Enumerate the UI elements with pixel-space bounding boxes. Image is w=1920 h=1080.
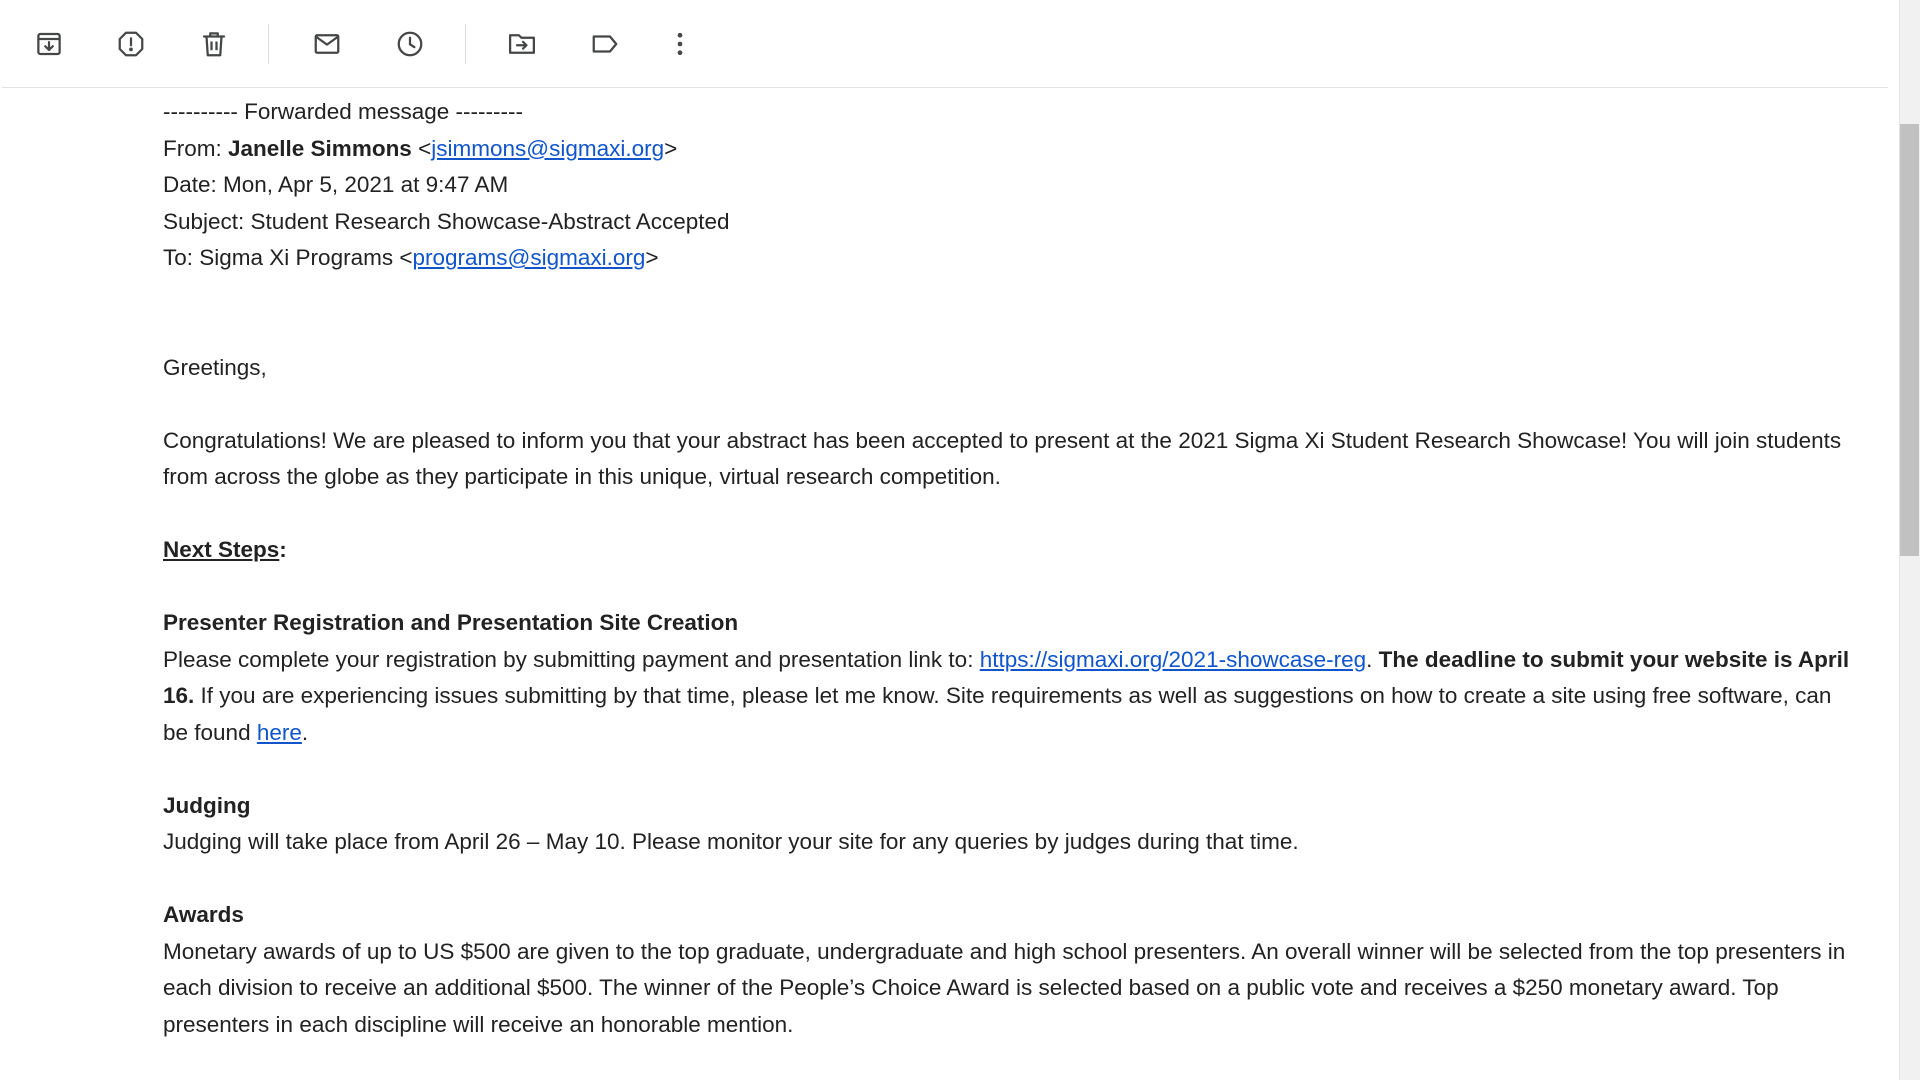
intro-paragraph: Congratulations! We are pleased to inform you that your abstract has been accepted to present at the 2021 Sigma Xi Student Research Showcase! You will join students from across the globe as they participate in this unique, virtual research competition. <box>163 427 1842 489</box>
report-spam-button[interactable] <box>111 24 151 64</box>
registration-heading <box>163 605 1853 642</box>
to-line: To: Sigma Xi Programs <programs@sigmaxi.org> <box>163 245 659 270</box>
to-label: To: Sigma Xi Programs < <box>163 245 413 270</box>
recipient-email-link[interactable]: programs@sigmaxi.org <box>412 245 646 270</box>
toolbar <box>2 0 1888 88</box>
delete-icon <box>199 29 229 59</box>
greeting: Greetings, <box>163 354 267 380</box>
move-to-icon <box>507 29 537 59</box>
spacer <box>163 277 1853 350</box>
more-options-icon <box>665 29 695 59</box>
judging-heading <box>163 788 1853 825</box>
subject-line: Subject: Student Research Showcase-Abstract Accepted <box>163 208 730 234</box>
next-steps-colon: : <box>279 537 287 562</box>
archive-icon <box>34 29 64 59</box>
registration-deadline: The deadline to submit your website is April 16. <box>163 646 1850 708</box>
next-steps-label: Next Steps <box>163 537 280 562</box>
forwarded-divider: ---------- Forwarded message --------- <box>163 99 523 124</box>
toolbar-separator <box>465 24 466 64</box>
toolbar-separator <box>268 24 269 64</box>
spacer <box>163 386 1853 423</box>
from-label: From: <box>163 135 228 161</box>
date-line: Date: Mon, Apr 5, 2021 at 9:47 AM <box>163 172 509 197</box>
judging-heading-text: Judging <box>163 792 251 818</box>
snooze-icon <box>395 29 425 59</box>
mark-unread-icon <box>312 29 342 59</box>
from-line: From: Janelle Simmons <jsimmons@sigmaxi.org> <box>163 135 678 161</box>
report-spam-icon <box>116 29 146 59</box>
spacer <box>163 496 1853 533</box>
registration-link[interactable]: https://sigmaxi.org/2021-showcase-reg <box>979 646 1367 672</box>
delete-button[interactable] <box>194 24 234 64</box>
scrollbar-thumb[interactable] <box>1900 124 1919 556</box>
here-link[interactable]: here <box>256 719 302 745</box>
registration-text-2: If you are experiencing issues submitting by that time, please let me know. Site requirements as well as suggestions on how to create a site using free software, can be found <box>163 683 1832 745</box>
registration-text-1: Please complete your registration by submitting payment and presentation link to: <box>163 646 980 672</box>
snooze-button[interactable] <box>390 24 430 64</box>
awards-heading-text: Awards <box>163 902 244 927</box>
spacer <box>163 751 1853 788</box>
spacer <box>163 861 1853 898</box>
message-body <box>163 94 1853 1043</box>
awards-paragraph: Monetary awards of up to US $500 are given to the top graduate, undergraduate and high school presenters. An overall winner will be selected from the top presenters in each division to receive an additional $500. The winner of the People’s Choice Award is selected based on a public vote and receives a $250 monetary award. Top presenters in each discipline will receive an honorable mention. <box>163 938 1846 1037</box>
next-steps-heading <box>163 532 1853 569</box>
labels-button[interactable] <box>585 24 625 64</box>
more-options-button[interactable] <box>660 24 700 64</box>
registration-heading-text: Presenter Registration and Presentation Site Creation <box>163 610 739 635</box>
awards-heading <box>163 897 1853 934</box>
spacer <box>163 569 1853 606</box>
scrollbar-track[interactable] <box>1899 0 1920 1080</box>
judging-paragraph: Judging will take place from April 26 – May 10. Please monitor your site for any queries by judges during that time. <box>163 829 1299 854</box>
archive-button[interactable] <box>29 24 69 64</box>
mark-unread-button[interactable] <box>307 24 347 64</box>
sender-name: Janelle Simmons <box>228 135 412 161</box>
move-to-button[interactable] <box>502 24 542 64</box>
label-icon <box>590 29 620 59</box>
sender-email-link[interactable]: jsimmons@sigmaxi.org <box>431 135 665 161</box>
registration-paragraph: Please complete your registration by submitting payment and presentation link to: https://sigmaxi.org/2021-showcase-reg. The deadline to submit your website is April 16. If you are experiencing issues submitting by that time, please let me know. Site requirements as well as suggestions on how to create a site using free software, can be found here. <box>163 646 1850 745</box>
